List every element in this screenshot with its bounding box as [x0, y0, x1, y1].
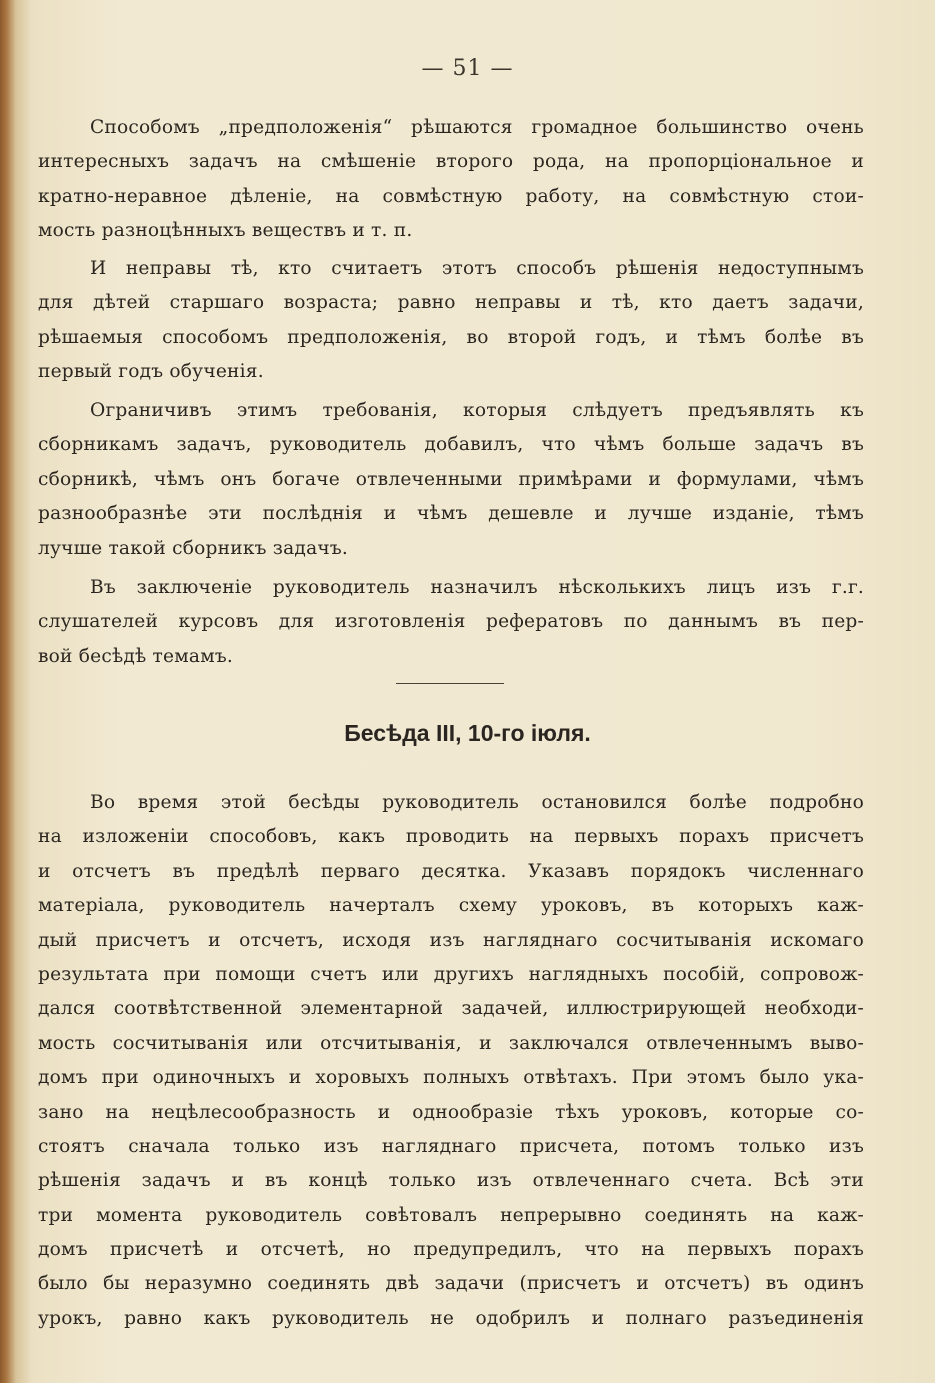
text-line: рѣшаемыя способомъ предположенія, во второй годъ, и тѣмъ болѣе въ: [38, 326, 864, 348]
text-line: было бы неразумно соединять двѣ задачи (присчетъ и отсчетъ) въ одинъ: [38, 1273, 864, 1295]
text-line: кратно-неравное дѣленіе, на совмѣстную работу, на совмѣстную стои-: [38, 185, 864, 207]
text-line: и отсчетъ въ предѣлѣ перваго десятка. Указавъ порядокъ численнаго: [38, 860, 864, 882]
text-line: рѣшенія задачъ и въ концѣ только изъ отвлеченнаго счета. Всѣ эти: [38, 1170, 864, 1192]
text-line: зано на нецѣлесообразность и однообразіе тѣхъ уроковъ, которые со-: [38, 1101, 864, 1123]
text-line: домъ при одиночныхъ и хоровыхъ полныхъ отвѣтахъ. При этомъ было ука-: [38, 1067, 864, 1089]
text-line: мость сосчитыванія или отсчитыванія, и заключался отвлеченнымъ выво-: [38, 1032, 864, 1054]
paragraph-3: [38, 394, 864, 566]
paragraph-4: [38, 571, 864, 674]
text-line: урокъ, равно какъ руководитель не одобрилъ и полнаго разъединенія: [38, 1307, 864, 1329]
text-line: результата при помощи счетъ или другихъ наглядныхъ пособій, сопровож-: [38, 963, 864, 985]
text-line: сборникамъ задачъ, руководитель добавилъ, что чѣмъ больше задачъ въ: [38, 434, 864, 456]
text-line: лучше такой сборникъ задачъ.: [38, 537, 348, 559]
text-line: матеріала, руководитель начерталъ схему уроковъ, въ которыхъ каж-: [38, 895, 864, 917]
text-line: мость разноцѣнныхъ веществъ и т. п.: [38, 220, 413, 242]
text-line: дался соотвѣтственной элементарной задачей, иллюстрирующей необходи-: [38, 998, 864, 1020]
text-line: первый годъ обученія.: [38, 361, 264, 383]
text-line: три момента руководитель совѣтовалъ непрерывно соединять на каж-: [38, 1204, 864, 1226]
text-line: для дѣтей старшаго возраста; равно неправы и тѣ, кто даетъ задачи,: [38, 292, 864, 314]
text-line: на изложеніи способовъ, какъ проводить на первыхъ порахъ присчетъ: [38, 826, 864, 848]
text-line: Въ заключеніе руководитель назначилъ нѣсколькихъ лицъ изъ г.г.: [90, 577, 864, 598]
text-line: Способомъ „предположенія“ рѣшаются громадное большинство очень: [90, 117, 864, 138]
text-line: И неправы тѣ, кто считаетъ этотъ способъ рѣшенія недоступнымъ: [90, 258, 864, 279]
section-divider: [396, 683, 504, 684]
paragraph-2: [38, 252, 864, 390]
text-line: слушателей курсовъ для изготовленія рефератовъ по даннымъ въ пер-: [38, 611, 864, 633]
section-title: Бесѣда III, 10-го іюля.: [344, 720, 591, 746]
paragraph-1: [38, 111, 864, 249]
text-line: разнообразнѣе эти послѣднія и чѣмъ дешевле и лучше изданіе, тѣмъ: [38, 503, 864, 525]
text-line: Ограничивъ этимъ требованія, которыя слѣдуетъ предъявлять къ: [90, 400, 864, 421]
text-line: домъ присчетѣ и отсчетѣ, но предупредилъ, что на первыхъ порахъ: [38, 1239, 864, 1261]
text-line: стоятъ сначала только изъ нагляднаго присчета, потомъ только изъ: [38, 1135, 864, 1157]
text-line: интересныхъ задачъ на смѣшеніе второго рода, на пропорціональное и: [38, 151, 864, 173]
text-line: сборникѣ, чѣмъ онъ богаче отвлеченными примѣрами и формулами, чѣмъ: [38, 468, 864, 490]
text-line: дый присчетъ и отсчетъ, исходя изъ нагляднаго сосчитыванія искомаго: [38, 929, 864, 951]
text-line: Во время этой бесѣды руководитель остановился болѣе подробно: [90, 792, 864, 813]
text-line: вой бесѣдѣ темамъ.: [38, 645, 234, 667]
section-paragraph: [38, 786, 864, 1336]
page-number: — 51 —: [421, 56, 514, 81]
